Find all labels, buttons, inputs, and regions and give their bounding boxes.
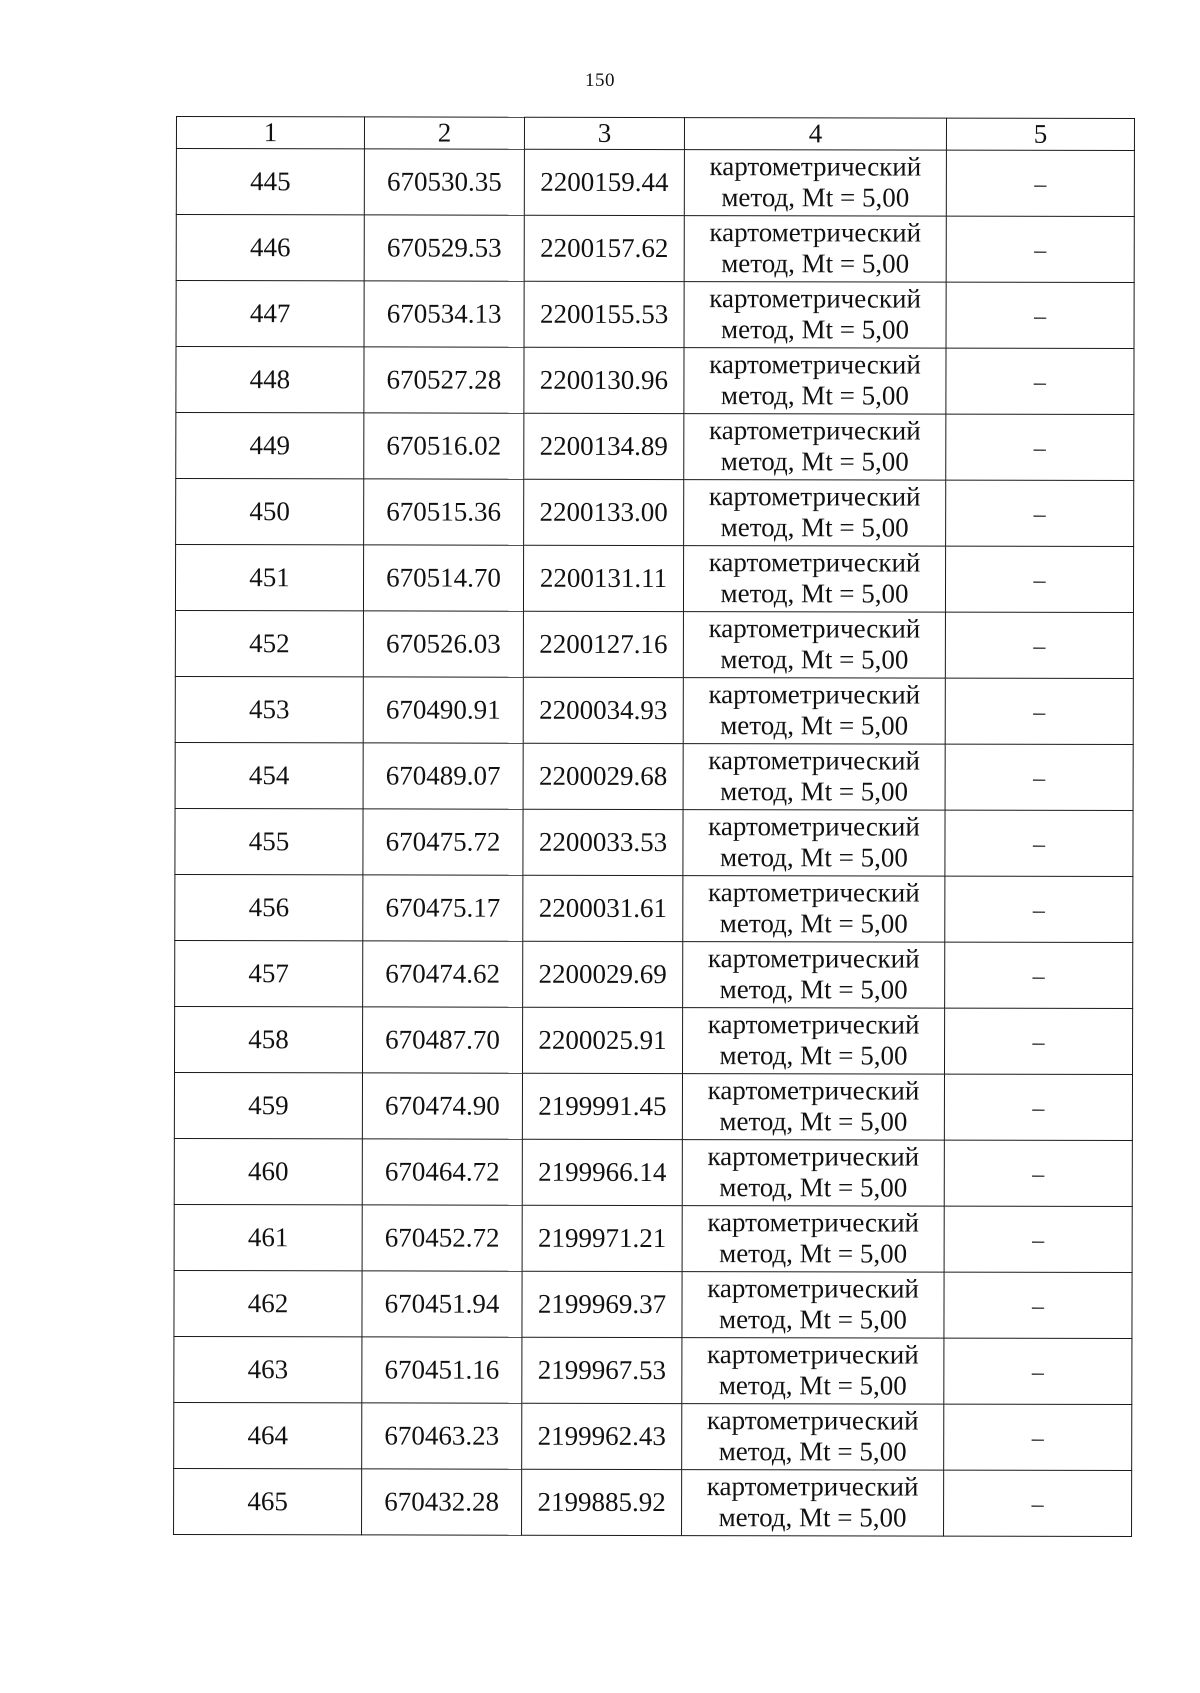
point-number-cell: 460 — [174, 1138, 362, 1204]
method-line-2: метод, Mt = 5,00 — [718, 1369, 907, 1401]
method-line-1: картометрический — [708, 679, 921, 710]
column-header-3: 3 — [524, 117, 684, 149]
method-line-2: метод, Mt = 5,00 — [719, 973, 908, 1005]
note-dash: – — [1033, 369, 1046, 396]
note-dash: – — [1034, 303, 1047, 330]
note-cell — [944, 1008, 1132, 1074]
y-coordinate-cell: 2200159.44 — [524, 149, 684, 215]
y-coordinate-cell: 2199885.92 — [522, 1469, 682, 1535]
method-line-2: метод, Mt = 5,00 — [719, 907, 908, 939]
x-coordinate-cell: 670526.03 — [363, 611, 523, 677]
x-coordinate-cell: 670474.90 — [362, 1073, 522, 1139]
table-header-row — [176, 117, 1134, 151]
method-line-1: картометрический — [707, 1075, 920, 1106]
x-coordinate-cell: 670530.35 — [364, 149, 524, 215]
note-dash: – — [1033, 567, 1046, 594]
method-line-1: картометрический — [709, 283, 921, 314]
table-row — [175, 742, 1133, 810]
y-coordinate-cell: 2199967.53 — [522, 1337, 682, 1403]
y-coordinate-cell: 2200025.91 — [522, 1007, 682, 1073]
note-cell — [944, 1140, 1132, 1206]
note-cell — [945, 612, 1133, 678]
x-coordinate-cell: 670514.70 — [363, 545, 523, 611]
method-line-1: картометрический — [709, 349, 921, 380]
point-number-cell: 454 — [175, 742, 363, 808]
table-row — [175, 676, 1133, 744]
table-row — [176, 347, 1134, 415]
method-cell — [683, 942, 945, 1009]
point-number-cell: 464 — [174, 1402, 362, 1468]
point-number-cell: 465 — [174, 1468, 362, 1534]
note-dash: – — [1034, 171, 1047, 198]
method-line-1: картометрический — [708, 613, 921, 644]
method-line-2: метод, Mt = 5,00 — [718, 1435, 907, 1467]
method-line-1: картометрический — [707, 1009, 920, 1040]
column-header-2: 2 — [364, 117, 524, 149]
table-body — [174, 149, 1135, 1537]
y-coordinate-cell: 2200155.53 — [524, 281, 684, 347]
y-coordinate-cell: 2200157.62 — [524, 215, 684, 281]
note-dash: – — [1033, 633, 1046, 660]
note-dash: – — [1032, 831, 1046, 858]
note-cell — [944, 1470, 1132, 1536]
method-cell — [683, 546, 945, 613]
y-coordinate-cell: 2200133.00 — [524, 479, 684, 545]
method-line-2: метод, Mt = 5,00 — [720, 445, 909, 477]
point-number-cell: 446 — [176, 215, 364, 281]
method-line-2: метод, Mt = 5,00 — [721, 313, 910, 345]
column-header-1: 1 — [176, 117, 364, 149]
method-line-2: метод, Mt = 5,00 — [720, 577, 909, 609]
x-coordinate-cell: 670451.94 — [362, 1271, 522, 1337]
point-number-cell: 449 — [176, 413, 364, 479]
table-row — [174, 1138, 1132, 1206]
point-number-cell: 462 — [174, 1270, 362, 1336]
method-line-1: картометрический — [708, 877, 920, 908]
method-cell — [683, 810, 945, 877]
point-number-cell: 455 — [175, 808, 363, 874]
point-number-cell: 447 — [176, 281, 364, 347]
x-coordinate-cell: 670515.36 — [364, 479, 524, 545]
method-line-1: картометрический — [706, 1405, 919, 1436]
note-cell — [945, 546, 1133, 612]
method-line-1: картометрический — [709, 151, 922, 182]
table-row — [174, 1468, 1132, 1536]
point-number-cell: 457 — [175, 940, 363, 1006]
table-row — [175, 545, 1133, 613]
y-coordinate-cell: 2199962.43 — [522, 1403, 682, 1469]
method-line-2: метод, Mt = 5,00 — [719, 1171, 908, 1203]
x-coordinate-cell: 670452.72 — [362, 1205, 522, 1271]
method-cell — [682, 1338, 944, 1405]
note-dash: – — [1031, 1425, 1044, 1452]
y-coordinate-cell: 2200029.68 — [523, 743, 683, 809]
method-line-1: картометрический — [708, 745, 921, 776]
note-cell — [944, 1074, 1132, 1140]
point-number-cell: 450 — [176, 479, 364, 545]
note-dash: – — [1033, 765, 1046, 792]
method-cell — [684, 348, 946, 415]
y-coordinate-cell: 2200127.16 — [523, 611, 683, 677]
table-row — [176, 479, 1134, 547]
note-dash: – — [1032, 1161, 1045, 1188]
note-cell — [946, 216, 1134, 282]
table-row — [175, 874, 1133, 942]
method-cell — [683, 876, 945, 943]
method-cell — [684, 150, 946, 217]
table-row — [176, 413, 1134, 481]
x-coordinate-cell: 670475.72 — [363, 809, 523, 875]
method-cell — [683, 612, 945, 679]
note-cell — [944, 1404, 1132, 1470]
note-cell — [944, 1206, 1132, 1272]
method-line-1: картометрический — [707, 1207, 920, 1238]
y-coordinate-cell: 2199969.37 — [522, 1271, 682, 1337]
x-coordinate-cell: 670527.28 — [364, 347, 524, 413]
note-cell — [946, 348, 1134, 414]
note-dash: – — [1034, 237, 1047, 264]
y-coordinate-cell: 2200134.89 — [524, 413, 684, 479]
table-row — [175, 610, 1133, 678]
method-line-2: метод, Mt = 5,00 — [720, 379, 909, 411]
table-row — [175, 808, 1133, 876]
page-number: 150 — [585, 70, 615, 91]
method-line-2: метод, Mt = 5,00 — [719, 1105, 908, 1137]
note-dash: – — [1032, 1227, 1045, 1254]
x-coordinate-cell: 670464.72 — [362, 1139, 522, 1205]
y-coordinate-cell: 2200031.61 — [523, 875, 683, 941]
note-dash: – — [1032, 1095, 1045, 1122]
note-dash: – — [1031, 1491, 1044, 1518]
x-coordinate-cell: 670489.07 — [363, 743, 523, 809]
y-coordinate-cell: 2200033.53 — [523, 809, 683, 875]
x-coordinate-cell: 670529.53 — [364, 215, 524, 281]
method-cell — [682, 1404, 944, 1471]
method-line-2: метод, Mt = 5,00 — [719, 841, 908, 873]
point-number-cell: 445 — [176, 149, 364, 215]
note-dash: – — [1032, 1029, 1045, 1056]
y-coordinate-cell: 2199966.14 — [522, 1139, 682, 1205]
method-line-1: картометрический — [706, 1471, 919, 1502]
point-number-cell: 451 — [175, 545, 363, 611]
table-row — [174, 1402, 1132, 1470]
method-line-1: картометрический — [708, 547, 921, 578]
method-cell — [682, 1272, 944, 1339]
x-coordinate-cell: 670451.16 — [362, 1337, 522, 1403]
method-line-2: метод, Mt = 5,00 — [720, 511, 909, 543]
table-row — [174, 1270, 1132, 1338]
method-cell — [684, 282, 946, 349]
y-coordinate-cell: 2200131.11 — [523, 545, 683, 611]
note-dash: – — [1033, 501, 1046, 528]
y-coordinate-cell: 2199991.45 — [522, 1073, 682, 1139]
table-row — [174, 1204, 1132, 1272]
table-row — [176, 215, 1134, 283]
column-header-4: 4 — [684, 118, 946, 151]
method-cell — [684, 216, 946, 283]
table-row — [176, 281, 1134, 349]
note-dash: – — [1032, 897, 1045, 924]
point-number-cell: 453 — [175, 676, 363, 742]
method-cell — [682, 1074, 944, 1141]
point-number-cell: 456 — [175, 874, 363, 940]
note-dash: – — [1033, 435, 1046, 462]
method-line-1: картометрический — [708, 481, 921, 512]
method-line-2: метод, Mt = 5,00 — [720, 775, 909, 807]
method-line-1: картометрический — [708, 811, 920, 842]
x-coordinate-cell: 670487.70 — [362, 1007, 522, 1073]
method-line-1: картометрический — [709, 217, 922, 248]
method-cell — [682, 1206, 944, 1273]
method-cell — [682, 1008, 944, 1075]
note-dash: – — [1032, 963, 1045, 990]
note-cell — [945, 876, 1133, 942]
method-line-2: метод, Mt = 5,00 — [720, 709, 909, 741]
note-cell — [944, 1272, 1132, 1338]
point-number-cell: 459 — [174, 1072, 362, 1138]
x-coordinate-cell: 670432.28 — [362, 1469, 522, 1535]
method-line-1: картометрический — [707, 1273, 919, 1304]
method-line-1: картометрический — [707, 943, 920, 974]
method-cell — [684, 414, 946, 481]
method-line-1: картометрический — [707, 1141, 920, 1172]
method-line-2: метод, Mt = 5,00 — [718, 1501, 907, 1533]
x-coordinate-cell: 670516.02 — [364, 413, 524, 479]
method-line-1: картометрический — [707, 1339, 919, 1370]
method-cell — [682, 1140, 944, 1207]
note-dash: – — [1033, 699, 1046, 726]
note-dash: – — [1031, 1293, 1045, 1320]
note-cell — [946, 414, 1134, 480]
y-coordinate-cell: 2200029.69 — [523, 941, 683, 1007]
table-row — [174, 1006, 1132, 1074]
column-header-5: 5 — [946, 118, 1134, 150]
table-row — [176, 149, 1134, 217]
point-number-cell: 452 — [175, 610, 363, 676]
y-coordinate-cell: 2199971.21 — [522, 1205, 682, 1271]
x-coordinate-cell: 670474.62 — [363, 941, 523, 1007]
note-cell — [944, 1338, 1132, 1404]
x-coordinate-cell: 670534.13 — [364, 281, 524, 347]
method-line-2: метод, Mt = 5,00 — [719, 1237, 908, 1269]
method-line-2: метод, Mt = 5,00 — [718, 1303, 907, 1335]
method-line-2: метод, Mt = 5,00 — [721, 181, 910, 213]
note-cell — [945, 678, 1133, 744]
x-coordinate-cell: 670490.91 — [363, 677, 523, 743]
coordinates-table — [173, 116, 1135, 1537]
point-number-cell: 461 — [174, 1204, 362, 1270]
note-cell — [946, 150, 1134, 216]
x-coordinate-cell: 670475.17 — [363, 875, 523, 941]
method-line-2: метод, Mt = 5,00 — [720, 643, 909, 675]
y-coordinate-cell: 2200130.96 — [524, 347, 684, 413]
note-dash: – — [1031, 1359, 1044, 1386]
note-cell — [946, 480, 1134, 546]
note-cell — [946, 282, 1134, 348]
method-cell — [683, 678, 945, 745]
method-cell — [683, 744, 945, 811]
table-row — [174, 1336, 1132, 1404]
method-cell — [684, 480, 946, 547]
note-cell — [945, 942, 1133, 1008]
point-number-cell: 458 — [174, 1006, 362, 1072]
method-line-2: метод, Mt = 5,00 — [719, 1039, 908, 1071]
table-row — [174, 1072, 1132, 1140]
x-coordinate-cell: 670463.23 — [362, 1403, 522, 1469]
note-cell — [945, 744, 1133, 810]
point-number-cell: 448 — [176, 347, 364, 413]
method-line-2: метод, Mt = 5,00 — [721, 247, 910, 279]
y-coordinate-cell: 2200034.93 — [523, 677, 683, 743]
table-row — [175, 940, 1133, 1008]
method-line-1: картометрический — [708, 415, 921, 446]
point-number-cell: 463 — [174, 1336, 362, 1402]
note-cell — [945, 810, 1133, 876]
method-cell — [682, 1470, 944, 1537]
